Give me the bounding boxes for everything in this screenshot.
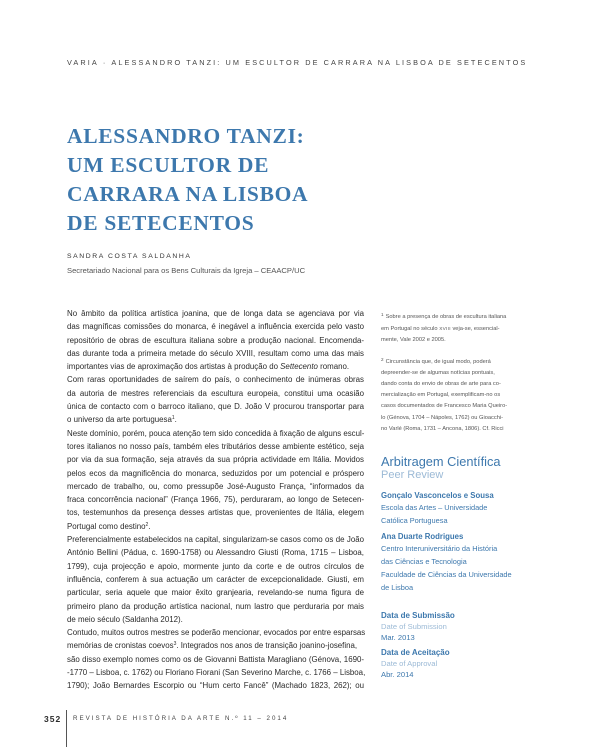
running-head-separator: · [102,58,108,67]
body-line: são disso exemplo nomes como os de Giovanni Battista Maragliano (Génova, 1690- [67,654,364,664]
footer-divider [66,710,67,747]
body-line: No âmbito da política artística joanina, que de longa data se agenciava por via [67,309,364,318]
body-line [67,639,364,652]
footnote-text: Sobre a presença de obras de escultura italiana [385,314,507,320]
footnote-ref[interactable]: 1 [171,415,175,422]
body-line: -1770 – Lisboa, c. 1762) ou Floriano Fiorani (San Severino Marche, c. 1766 – Lisboa, [67,668,366,678]
body-line: única de contacto com o barroco italiano, que D. João V procurou transportar para [67,402,364,412]
footnote-line: casos documentados de Francesco Maria Queiro- [381,403,508,410]
body-text-span: fraca concorrência nacional” (França 1966, 75), perduraram, ao longo de Setecen- [67,495,364,505]
body-line: Neste domínio, porém, pouca atenção tem sido concedida à fixação de alguns escul- [67,428,365,438]
footnote-text: Circunstância que, de igual modo, poderá [385,358,491,365]
body-line: por via da sua formação, seja através da sua própria actividade em Itália. Movidos [67,455,364,465]
approval-date-sublabel: Date of Approval [381,659,438,668]
footnote-ref[interactable]: 3 [173,641,177,648]
author-affiliation: Secretariado Nacional para os Bens Culturais da Igreja – CEAACP/UC [67,266,306,275]
body-line: tores italianos no nosso país, também eles tributários desse ambiente estético, seja [67,441,364,451]
submission-date-value: Mar. 2013 [381,633,415,642]
article-title-line: CARRARA NA LISBOA [67,182,309,206]
footnote-line: depreender-se de algumas notícias pontuais, [381,369,495,376]
reviewer-name: Gonçalo Vasconcelos e Sousa [381,491,494,500]
body-text-span: . [148,521,151,531]
body-line: 1790); João Bernardes Escorpio ou “Hum certo Fancê” (Machado 1823, 262); ou [67,681,364,691]
article-body [67,307,364,693]
body-text-span: memórias de cronistas coevos [67,641,174,651]
body-emphasis: Settecento [280,362,318,372]
peer-review-title: Arbitragem Científica [381,454,501,469]
footnote-line: mercialização em Portugal, exemplificam-no os [381,392,501,399]
body-line: de meio século (Saldanha 2012). [67,614,183,624]
running-head-title: ALESSANDRO TANZI: UM ESCULTOR DE CARRARA NA LISBOA DE SETECENTOS [111,58,528,67]
journal-footer: REVISTA DE HISTÓRIA DA ARTE N.º 11 – 2014 [73,715,289,722]
footnote-line: mente, Vale 2002 e 2005. [381,337,446,344]
peer-review-panel [381,454,556,680]
footnotes [381,309,551,442]
body-line: mercado de trabalho, ou, como pressupõe José-Augusto França, “informados da [67,481,364,491]
body-line: influência, conferem à sua actuação um carácter de excepcionalidade. Giusti, em [67,574,364,584]
footnote-line [381,323,551,335]
running-head-section: VARIA [67,58,99,67]
page-number: 352 [44,714,62,724]
article-title [67,122,387,238]
article-title-line: ALESSANDRO TANZI: [67,124,305,148]
footnote-text: em Portugal no século [381,326,440,333]
footnote-line [381,354,551,368]
body-text-span: . [174,415,177,425]
running-head [67,58,557,67]
footnote-number: 2 [381,356,384,362]
footnote-line: lo (Génova, 1704 – Nápoles, 1762) ou Gioacchi- [381,414,504,421]
body-text-span: importantes vias de aproximação dos artistas à produção do [67,362,281,372]
footnote-2 [381,354,551,435]
body-line: Contudo, muitos outros mestres se poderão mencionar, evocados por entre esparsas [67,628,366,638]
article-title-line: UM ESCULTOR DE [67,153,270,177]
reviewer-name: Ana Duarte Rodrigues [381,532,464,541]
footnote-line: dando conta do envio de obras de arte para co- [381,381,501,388]
reviewer-institution: Faculdade de Ciências da Universidade [381,570,512,579]
body-line [67,520,364,533]
footnote-smallcaps: XVIII [439,326,451,332]
body-line [67,413,364,426]
body-line: repositório de obras de escultura italiana sobre a produção nacional. Encomenda- [67,335,364,345]
reviewer-institution: de Lisboa [381,583,414,592]
submission-date-sublabel: Date of Submission [381,622,447,631]
body-line: particular, seria aquele que maior êxito granjearia, revelando-se numa figura de [67,588,364,598]
submission-date-label: Data de Submissão [381,611,455,620]
body-line: Com raras oportunidades de saírem do país, o conhecimento de inúmeras obras [67,375,364,385]
body-text-span: Portugal como destino [67,521,146,531]
body-line: tos, testemunhos da presença desses artistas que, provenientes de Itália, elegem [67,508,364,518]
reviewer-institution: Católica Portuguesa [381,516,448,525]
article-title-line: DE SETECENTOS [67,211,255,235]
body-line: Preferencialmente estabelecidos na capital, singularizam-se casos como os de João [67,535,364,545]
body-line: da autoria de mestres referenciais da escultura europeia, constitui uma ocasião [67,388,364,398]
reviewer-institution: Centro Interuniversitário da História [381,544,498,553]
approval-date-value: Abr. 2014 [381,670,414,679]
body-text-span: o universo da arte portuguesa [67,415,172,425]
footnote-number: 1 [381,312,384,317]
footnote-text: veja-se, essencial- [450,326,500,333]
footnote-1 [381,309,551,347]
body-line: pelos ecos da magnificência do monarca, seduzidos por um potencial e próspero [67,468,364,478]
body-line: primeiro plano da produção artística nacional, num lastro que perduraria por mais [67,601,364,611]
reviewer-institution: Escola das Artes – Universidade [381,503,488,512]
body-line [67,360,364,373]
peer-review-subtitle: Peer Review [381,469,444,481]
body-line: das durante toda a primeira metade do século XVIII, resultam como uma das mais [67,348,364,358]
footnote-ref[interactable]: 2 [145,521,149,528]
approval-date-label: Data de Aceitação [381,648,450,657]
body-line: António Bellini (Pádua, c. 1690-1758) ou Alessandro Giusti (Roma, 1715 – Lisboa, [67,548,364,558]
body-text-span: . Integrados nos anos de transição joanino-josefina, [176,641,358,651]
reviewer-institution: das Ciências e Tecnologia [381,557,467,566]
body-line: das magníficas comissões do monarca, é inegável a influência exercida pelo vasto [67,322,364,332]
body-line [67,493,364,506]
author-name: SANDRA COSTA SALDANHA [67,253,192,260]
body-text-span: romano. [317,362,350,372]
footnote-line: no Varlé (Roma, 1731 – Ancona, 1806). Cf. Ricci [381,425,504,432]
body-line: 1799), cuja projecção e apoio, mormente junto da corte e de outros círculos de [67,561,364,571]
footnote-line [381,309,551,323]
